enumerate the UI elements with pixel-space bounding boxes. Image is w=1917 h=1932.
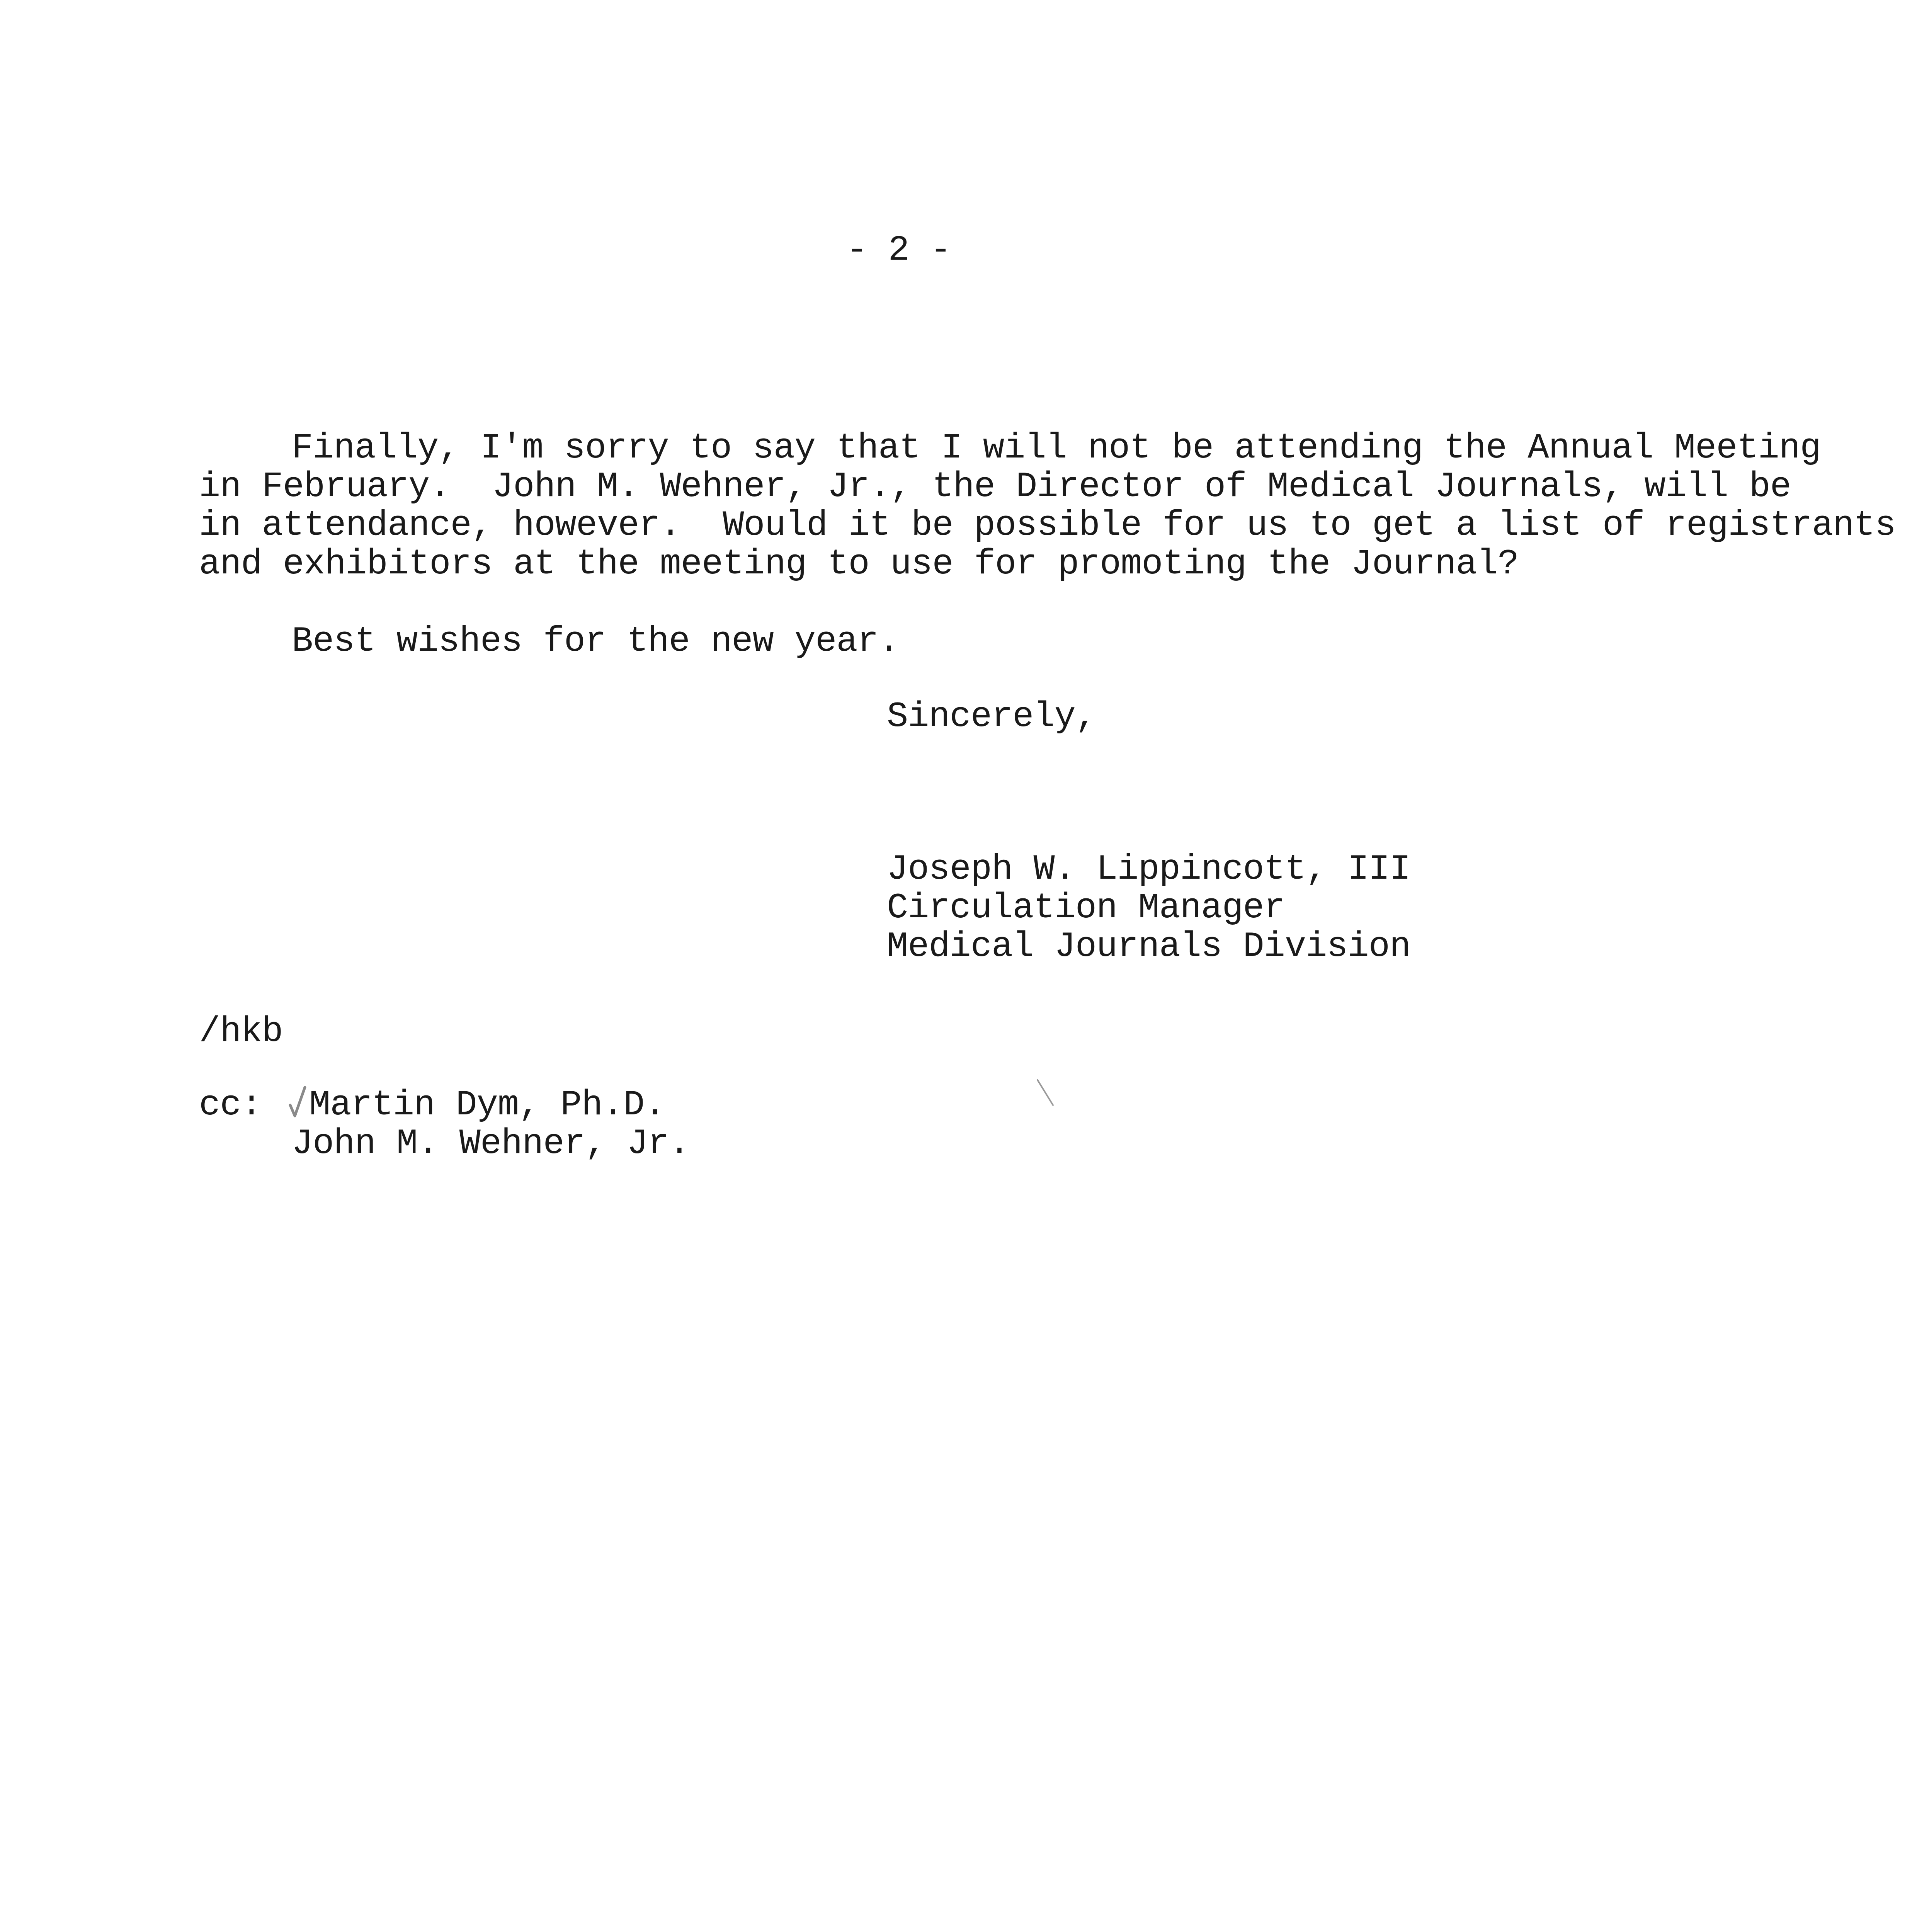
paragraph-line: Finally, I'm sorry to say that I will not be attending the Annual Meeting: [292, 428, 1821, 468]
typist-initials: /hkb: [199, 1011, 283, 1052]
signer-title: Circulation Manager: [887, 888, 1285, 928]
paragraph-line: and exhibitors at the meeting to use for promoting the Journal?: [199, 544, 1519, 584]
closing-wishes: Best wishes for the new year.: [292, 621, 900, 662]
cc-recipient: John M. Wehner, Jr.: [292, 1123, 690, 1164]
cc-label: cc:: [199, 1085, 262, 1125]
pen-mark: [1036, 1078, 1059, 1109]
complimentary-close: Sincerely,: [887, 696, 1097, 737]
signer-division: Medical Journals Division: [887, 926, 1411, 967]
signer-name: Joseph W. Lippincott, III: [887, 849, 1411, 889]
cc-recipient: Martin Dym, Ph.D.: [309, 1085, 665, 1125]
check-icon: [288, 1085, 307, 1120]
page-number: - 2 -: [846, 230, 951, 270]
paragraph-line: in attendance, however. Would it be possible for us to get a list of registrants: [199, 505, 1896, 546]
paragraph-line: in February. John M. Wehner, Jr., the Director of Medical Journals, will be: [199, 466, 1791, 507]
